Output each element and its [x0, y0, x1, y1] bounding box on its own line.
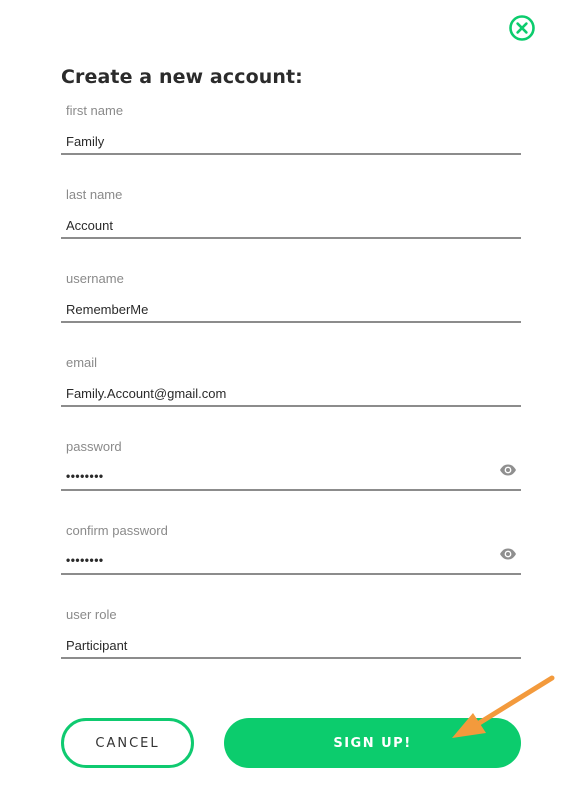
first-name-underline — [61, 153, 521, 155]
first-name-value[interactable]: Family — [66, 134, 105, 149]
password-label: password — [66, 439, 122, 454]
last-name-underline — [61, 237, 521, 239]
first-name-label: first name — [66, 103, 124, 118]
user-role-value[interactable]: Participant — [66, 638, 128, 653]
user-role-field[interactable] — [61, 607, 521, 691]
first-name-field[interactable] — [61, 103, 521, 187]
page-title: Create a new account: — [61, 66, 303, 88]
email-field[interactable] — [61, 355, 521, 439]
user-role-underline — [61, 657, 521, 659]
username-label: username — [66, 271, 124, 286]
last-name-field[interactable] — [61, 187, 521, 271]
sign-up-button[interactable]: SIGN UP! — [224, 718, 521, 768]
last-name-value[interactable]: Account — [66, 218, 113, 233]
confirm-password-value[interactable]: •••••••• — [66, 553, 104, 567]
username-field[interactable] — [61, 271, 521, 355]
user-role-label: user role — [66, 607, 117, 622]
email-underline — [61, 405, 521, 407]
password-value[interactable]: •••••••• — [66, 469, 104, 483]
cancel-button[interactable]: CANCEL — [61, 718, 194, 768]
password-field[interactable] — [61, 439, 521, 523]
eye-icon[interactable] — [499, 547, 517, 561]
close-icon[interactable] — [508, 14, 536, 42]
last-name-label: last name — [66, 187, 123, 202]
username-value[interactable]: RememberMe — [66, 302, 149, 317]
confirm-password-field[interactable] — [61, 523, 521, 607]
password-underline — [61, 489, 521, 491]
eye-icon[interactable] — [499, 463, 517, 477]
confirm-password-label: confirm password — [66, 523, 168, 538]
email-label: email — [66, 355, 98, 370]
email-value[interactable]: Family.Account@gmail.com — [66, 386, 227, 401]
username-underline — [61, 321, 521, 323]
confirm-password-underline — [61, 573, 521, 575]
